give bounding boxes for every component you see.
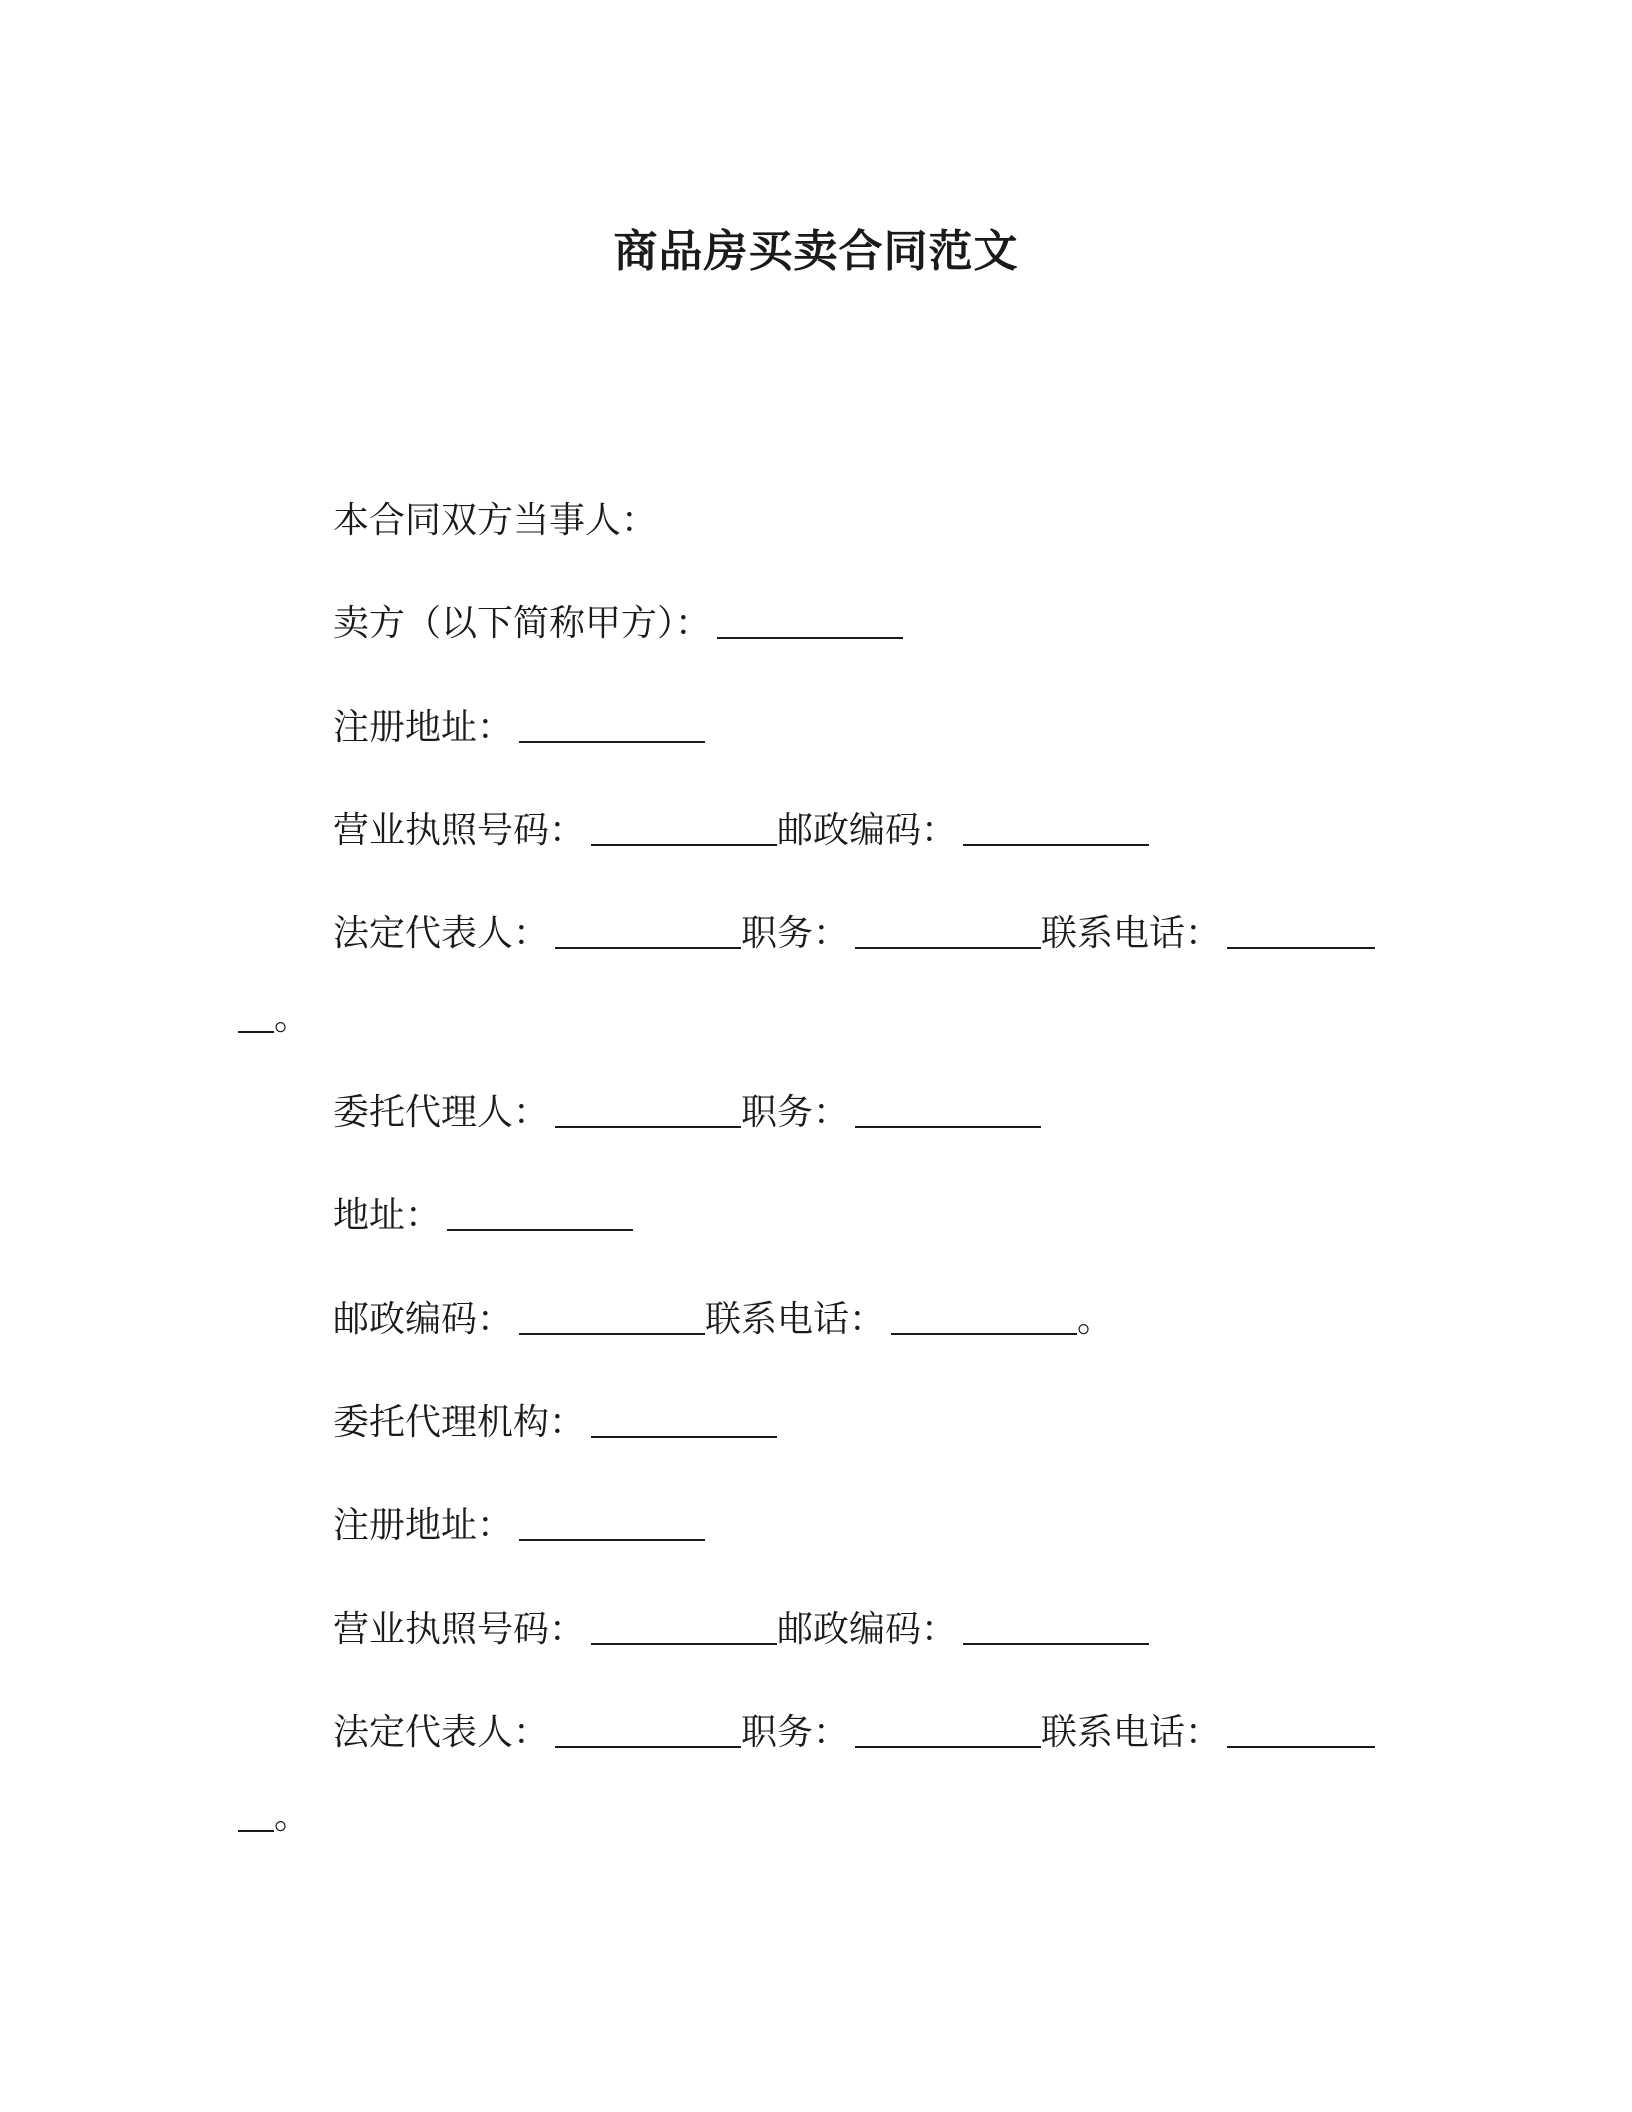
period-mark: 。 [1077, 1299, 1114, 1340]
agent-address-blank[interactable] [447, 1195, 633, 1231]
agency-address-label: 注册地址： [333, 1505, 514, 1546]
seller-license-line [333, 807, 1149, 855]
agent-phone-blank[interactable] [891, 1299, 1077, 1335]
agency-rep-phone-blank[interactable] [1227, 1712, 1375, 1748]
agent-address-line [333, 1192, 633, 1240]
agency-rep-blank[interactable] [555, 1712, 741, 1748]
seller-rep-blank[interactable] [555, 913, 741, 949]
agency-rep-phone-label: 联系电话： [1041, 1712, 1222, 1753]
agency-license-label: 营业执照号码： [333, 1609, 586, 1650]
parties-heading [333, 497, 657, 545]
seller-line [333, 600, 903, 648]
seller-license-blank[interactable] [591, 810, 777, 846]
seller-rep-position-blank[interactable] [855, 913, 1041, 949]
parties-heading-text: 本合同双方当事人： [333, 500, 658, 541]
agency-rep-phone-blank-cont[interactable] [238, 1796, 274, 1832]
agent-postcode-blank[interactable] [519, 1299, 705, 1335]
agent-postcode-label: 邮政编码： [333, 1299, 514, 1340]
agent-address-label: 地址： [333, 1195, 442, 1236]
seller-rep-phone-wrap [238, 994, 310, 1042]
agency-label: 委托代理机构： [333, 1402, 586, 1443]
agency-line [333, 1399, 777, 1447]
agent-blank[interactable] [555, 1092, 741, 1128]
agency-address-line [333, 1502, 705, 1550]
agency-rep-label: 法定代表人： [333, 1712, 550, 1753]
agent-label: 委托代理人： [333, 1092, 550, 1133]
seller-rep-phone-label: 联系电话： [1041, 913, 1222, 954]
agent-position-blank[interactable] [855, 1092, 1041, 1128]
seller-postcode-label: 邮政编码： [777, 810, 958, 851]
seller-rep-phone-blank[interactable] [1227, 913, 1375, 949]
document-title: 商品房买卖合同范文 [613, 226, 1019, 277]
seller-postcode-blank[interactable] [963, 810, 1149, 846]
agency-license-blank[interactable] [591, 1609, 777, 1645]
seller-license-label: 营业执照号码： [333, 810, 586, 851]
seller-address-label: 注册地址： [333, 707, 514, 748]
agent-phone-label: 联系电话： [705, 1299, 886, 1340]
period-mark: 。 [274, 1796, 311, 1837]
agency-postcode-label: 邮政编码： [777, 1609, 958, 1650]
seller-address-blank[interactable] [519, 707, 705, 743]
seller-address-line [333, 704, 705, 752]
seller-rep-phone-blank-cont[interactable] [238, 997, 274, 1033]
agent-contact-line [333, 1296, 1113, 1344]
period-mark: 。 [274, 997, 311, 1038]
agency-blank[interactable] [591, 1402, 777, 1438]
seller-blank[interactable] [717, 603, 903, 639]
agency-rep-phone-wrap [238, 1793, 310, 1841]
seller-rep-position-label: 职务： [741, 913, 850, 954]
seller-rep-line [333, 910, 1375, 958]
agency-postcode-blank[interactable] [963, 1609, 1149, 1645]
agency-rep-position-label: 职务： [741, 1712, 850, 1753]
seller-rep-label: 法定代表人： [333, 913, 550, 954]
agent-position-label: 职务： [741, 1092, 850, 1133]
agency-license-line [333, 1606, 1149, 1654]
agency-rep-position-blank[interactable] [855, 1712, 1041, 1748]
agent-line [333, 1089, 1041, 1137]
agency-address-blank[interactable] [519, 1505, 705, 1541]
seller-label: 卖方（以下简称甲方）： [333, 603, 712, 644]
agency-rep-line [333, 1709, 1375, 1757]
